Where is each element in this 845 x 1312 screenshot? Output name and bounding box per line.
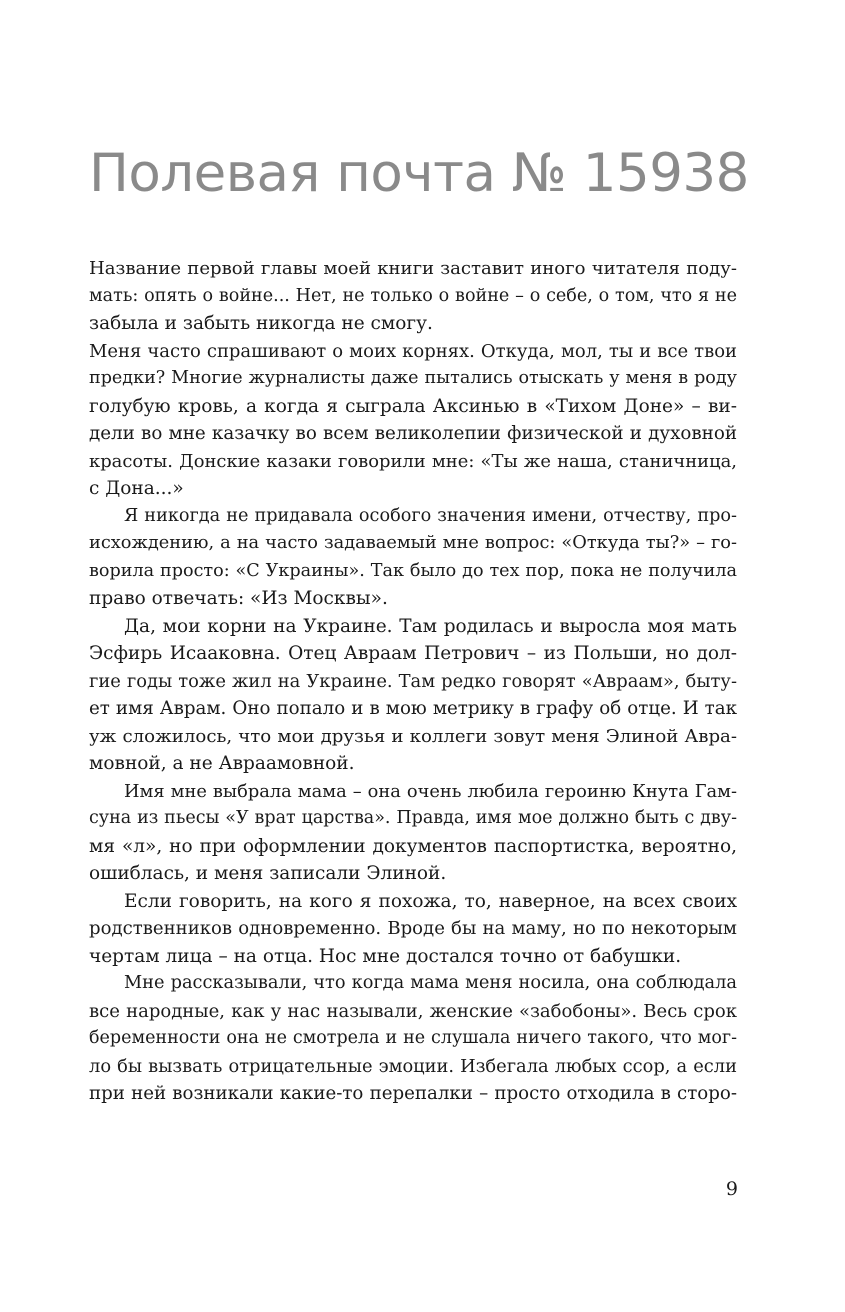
text-line: с Дона...» bbox=[89, 478, 184, 499]
text-line: исхождению, а на часто задаваемый мне вопрос: «Откуда ты?» – го- bbox=[89, 533, 737, 553]
text-line: забыла и забыть никогда не смогу. bbox=[89, 313, 433, 334]
text-line: Меня часто спрашивают о моих корнях. Откуда, мол, ты и все твои bbox=[89, 340, 737, 362]
text-line: ет имя Аврам. Оно попало и в мою метрику в графу об отце. И так bbox=[89, 698, 737, 719]
chapter-title: Полевая почта № 15938 bbox=[89, 143, 749, 204]
text-line: суна из пьесы «У врат царства». Правда, имя мое должно быть с дву- bbox=[89, 808, 737, 828]
text-line: Эсфирь Исааковна. Отец Авраам Петрович – из Польши, но дол- bbox=[89, 643, 737, 664]
text-line: Мне рассказывали, что когда мама меня носила, она соблюдала bbox=[124, 973, 737, 993]
text-line: гие годы тоже жил на Украине. Там редко говорят «Авраам», быту- bbox=[89, 670, 737, 692]
text-line: уж сложилось, что мои друзья и коллеги зовут меня Элиной Авра- bbox=[89, 725, 737, 747]
text-line: мя «л», но при оформлении документов паспортистка, вероятно, bbox=[89, 835, 737, 857]
text-line: мовной, а не Авраамовной. bbox=[89, 753, 355, 774]
text-line: ошиблась, и меня записали Элиной. bbox=[89, 863, 447, 884]
text-line: право отвечать: «Из Москвы». bbox=[89, 588, 388, 609]
page-number: 9 bbox=[725, 1178, 738, 1200]
text-line: голубую кровь, а когда я сыграла Аксинью в «Тихом Доне» – ви- bbox=[89, 395, 737, 417]
text-line: беременности она не смотрела и не слушала ничего такого, что мог- bbox=[89, 1028, 737, 1048]
body-text bbox=[89, 255, 737, 1108]
text-line: дели во мне казачку во всем великолепии физической и духовной bbox=[89, 423, 737, 444]
text-line: ворила просто: «С Украины». Так было до тех пор, пока не получила bbox=[89, 560, 737, 581]
text-line: Название первой главы моей книги заставит иного читателя поду- bbox=[89, 258, 737, 279]
text-line: чертам лица – на отца. Нос мне достался точно от бабушки. bbox=[89, 945, 682, 967]
text-line: предки? Многие журналисты даже пытались отыскать у меня в роду bbox=[89, 368, 737, 388]
text-line: Я никогда не придавала особого значения имени, отчеству, про- bbox=[124, 505, 737, 526]
text-line: Если говорить, на кого я похожа, то, наверное, на всех своих bbox=[124, 890, 737, 912]
text-line: ло бы вызвать отрицательные эмоции. Избегала любых ссор, а если bbox=[89, 1055, 737, 1077]
text-line: все народные, как у нас называли, женские «забобоны». Весь срок bbox=[89, 1000, 737, 1022]
text-line: мать: опять о войне... Нет, не только о войне – о себе, о том, что я не bbox=[89, 285, 737, 306]
text-line: при ней возникали какие-то перепалки – просто отходила в сторо- bbox=[89, 1083, 737, 1104]
text-line: Имя мне выбрала мама – она очень любила героиню Кнута Гам- bbox=[124, 780, 737, 802]
text-line: Да, мои корни на Украине. Там родилась и выросла моя мать bbox=[124, 615, 737, 637]
text-line: родственников одновременно. Вроде бы на маму, но по некоторым bbox=[89, 918, 737, 939]
text-line: красоты. Донские казаки говорили мне: «Ты же наша, станичница, bbox=[89, 450, 737, 472]
